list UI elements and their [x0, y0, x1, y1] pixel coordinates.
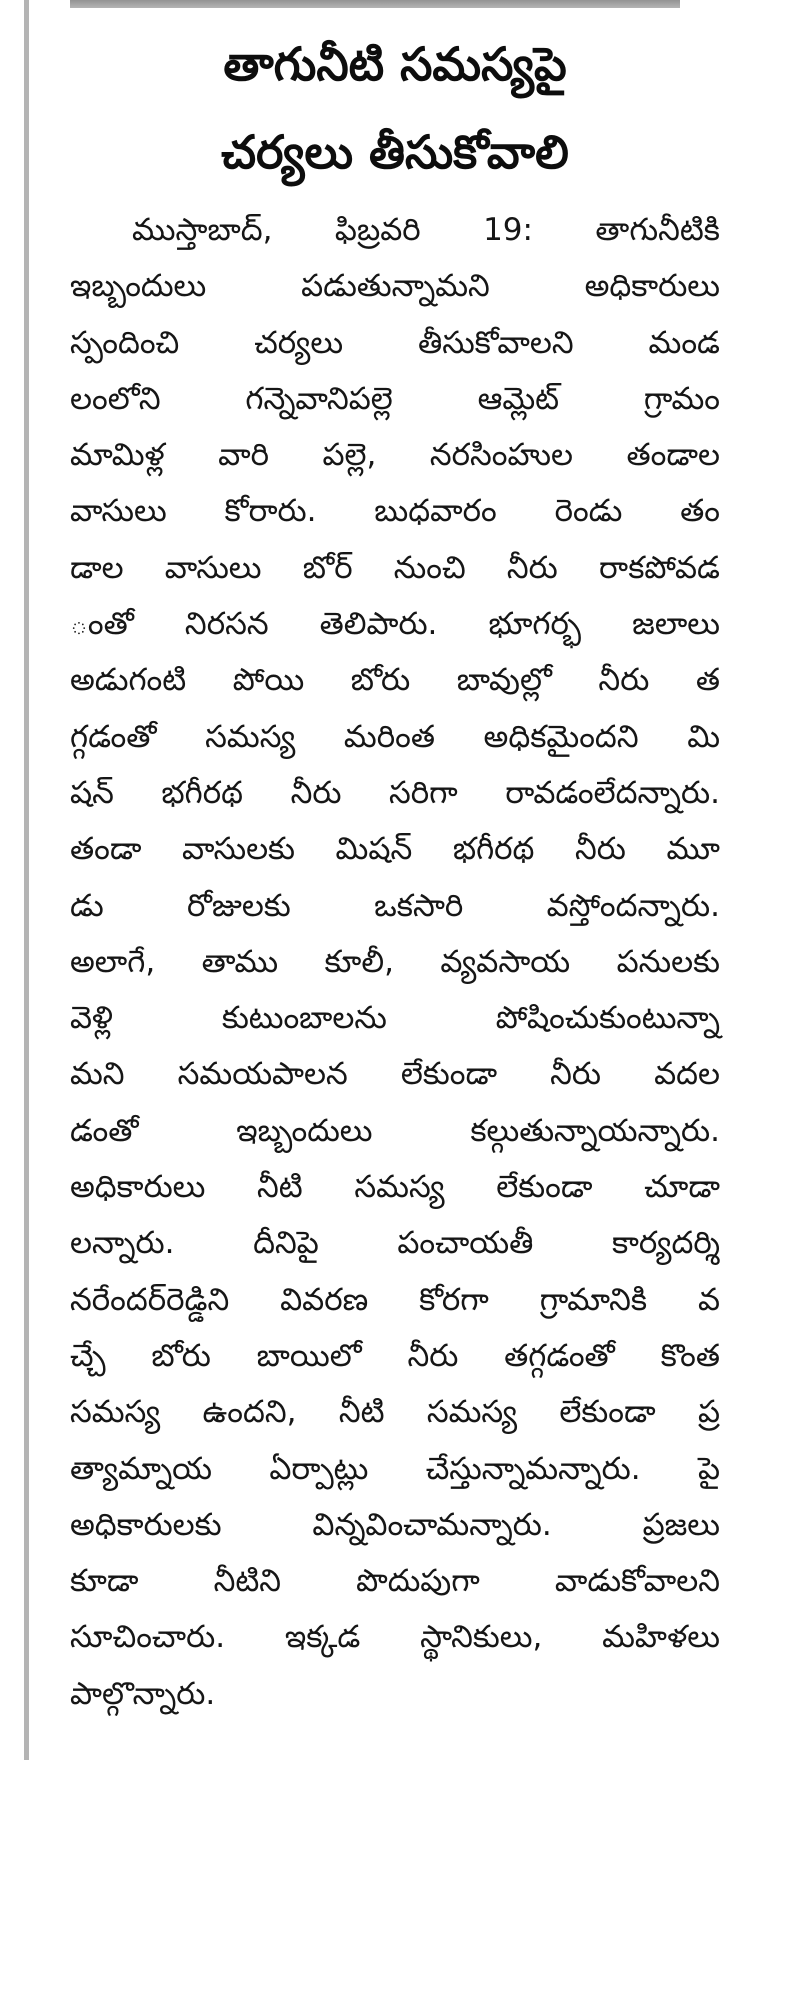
body-line: అధికారులకు విన్నవించామన్నారు. ప్రజలు — [70, 1506, 720, 1543]
body-line: వెళ్లి కుటుంబాలను పోషించుకుంటున్నా — [70, 1000, 720, 1037]
body-line: డంతో ఇబ్బందులు కల్గుతున్నాయన్నారు. — [70, 1112, 720, 1149]
body-line: స్పందించి చర్యలు తీసుకోవాలని మండ — [70, 324, 720, 361]
body-line: గ్గడంతో సమస్య మరింత అధికమైందని మి — [70, 718, 720, 755]
body-line: సూచించారు. ఇక్కడ స్థానికులు, మహిళలు — [70, 1619, 720, 1656]
column-rule — [24, 0, 29, 1760]
body-line: ముస్తాబాద్, ఫిబ్రవరి 19: తాగునీటికి — [132, 212, 720, 248]
body-line: సమస్య ఉందని, నీటి సమస్య లేకుండా ప్ర — [70, 1394, 720, 1431]
body-line: కూడా నీటిని పొదుపుగా వాడుకోవాలని — [70, 1563, 720, 1600]
body-line: అలాగే, తాము కూలీ, వ్యవసాయ పనులకు — [70, 943, 720, 980]
body-line: అధికారులు నీటి సమస్య లేకుండా చూడా — [70, 1169, 720, 1206]
body-line: లన్నారు. దీనిపై పంచాయతీ కార్యదర్శి — [70, 1225, 720, 1262]
body-line: వాసులు కోరారు. బుధవారం రెండు తం — [70, 493, 720, 530]
body-line: చ్చే బోరు బాయిలో నీరు తగ్గడంతో కొంత — [70, 1337, 720, 1374]
body-line: త్యామ్నాయ ఏర్పాట్లు చేస్తున్నామన్నారు. పై — [70, 1450, 720, 1487]
body-line: నరేందర్‌రెడ్డిని వివరణ కోరగా గ్రామానికి వ — [70, 1281, 720, 1318]
body-line: మని సమయపాలన లేకుండా నీరు వదల — [70, 1056, 720, 1093]
body-line: ంతో నిరసన తెలిపారు. భూగర్భ జలాలు — [70, 606, 720, 643]
news-article — [70, 20, 720, 1722]
body-line: మామిళ్ల వారి పల్లె, నరసింహుల తండాల — [70, 437, 720, 474]
headline-line-2: చర్యలు తీసుకోవాలి — [221, 125, 569, 179]
body-line: లంలోని గన్నెవానిపల్లె ఆమ్లెట్ గ్రామం — [70, 380, 720, 417]
article-body — [70, 202, 720, 1722]
body-line: అడుగంటి పోయి బోరు బావుల్లో నీరు త — [70, 662, 720, 699]
body-line: డాల వాసులు బోర్ నుంచి నీరు రాకపోవడ — [70, 549, 720, 586]
headline-line-1: తాగునీటి సమస్యపై — [223, 37, 567, 91]
body-line: డు రోజులకు ఒకసారి వస్తోందన్నారు. — [70, 887, 720, 924]
article-headline — [70, 20, 720, 196]
cropped-previous-text — [70, 0, 680, 8]
body-line: తండా వాసులకు మిషన్ భగీరథ నీరు మూ — [70, 831, 720, 868]
body-line: ఇబ్బందులు పడుతున్నామని అధికారులు — [70, 268, 720, 305]
body-line-last: పాల్గొన్నారు. — [70, 1675, 216, 1712]
body-line: షన్ భగీరథ నీరు సరిగా రావడంలేదన్నారు. — [70, 774, 720, 811]
